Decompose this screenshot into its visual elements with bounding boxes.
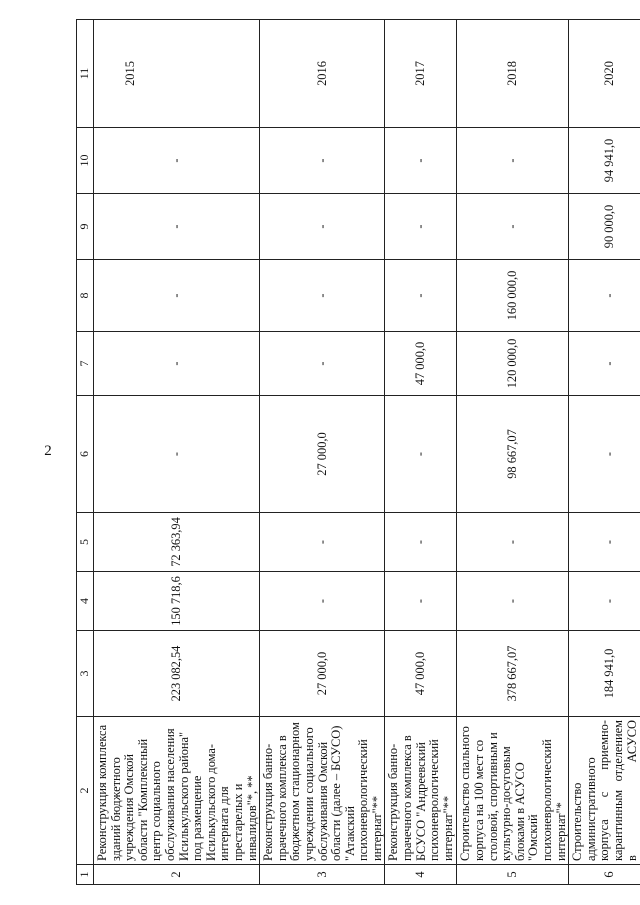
- completion-year: 2017: [385, 20, 457, 128]
- year-value: 94 941,0: [569, 128, 640, 194]
- table-row: [569, 20, 640, 885]
- year-value: -: [94, 194, 260, 260]
- year-value: -: [260, 128, 385, 194]
- object-name: Реконструкция комплекса зданий бюджетного учреждения Омской области "Комплексный центр социального обслуживания населения Исилькульского района" под размещение Исилькульского дома-интерната для престарелых и инвалидов"*, **: [94, 717, 260, 865]
- table-row: [260, 20, 385, 885]
- header-cell: 9: [77, 194, 94, 260]
- object-name: Реконструкция банно-прачечного комплекса в БСУСО "Андреевский психоневрологический интернат"**: [385, 717, 457, 865]
- row-number: 3: [260, 865, 385, 885]
- header-cell: 5: [77, 513, 94, 572]
- year-value: -: [260, 260, 385, 332]
- header-cell: 10: [77, 128, 94, 194]
- row-number: 2: [94, 865, 260, 885]
- year-value: -: [94, 260, 260, 332]
- year-value: 27 000,0: [260, 396, 385, 513]
- year-value: -: [569, 513, 640, 572]
- object-name: Строительство административного корпуса с приемно-карантинным отделением в АСУСО: [569, 717, 640, 865]
- header-cell: 6: [77, 396, 94, 513]
- header-cell: 2: [77, 717, 94, 865]
- year-value: 120 000,0: [457, 332, 569, 396]
- year-value: -: [457, 513, 569, 572]
- header-row: [77, 20, 94, 885]
- year-value: -: [94, 332, 260, 396]
- total-cost: 47 000,0: [385, 631, 457, 717]
- header-cell: 11: [77, 20, 94, 128]
- header-cell: 1: [77, 865, 94, 885]
- completion-year: 2016: [260, 20, 385, 128]
- page-number: 2: [44, 443, 52, 459]
- object-name: Реконструкция банно-прачечного комплекса в бюджетном стационарном учреждении социального обслуживания Омской области (далее – БСУСО) "Атакский психоневрологический интернат"**: [260, 717, 385, 865]
- funding-table: [76, 19, 640, 885]
- table-row: [94, 20, 260, 885]
- year-value: -: [457, 194, 569, 260]
- table-row: [385, 20, 457, 885]
- header-cell: 7: [77, 332, 94, 396]
- header-cell: 8: [77, 260, 94, 332]
- year-value: 98 667,07: [457, 396, 569, 513]
- year-value: -: [457, 572, 569, 631]
- completion-year: 2020: [569, 20, 640, 128]
- year-value: 90 000,0: [569, 194, 640, 260]
- year-value: -: [94, 128, 260, 194]
- row-number: 5: [457, 865, 569, 885]
- header-cell: 4: [77, 572, 94, 631]
- total-cost: 27 000,0: [260, 631, 385, 717]
- year-value: -: [260, 194, 385, 260]
- year-value: -: [385, 128, 457, 194]
- year-value: -: [385, 194, 457, 260]
- total-cost: 378 667,07: [457, 631, 569, 717]
- table-row: [457, 20, 569, 885]
- year-value: 150 718,6: [94, 572, 260, 631]
- year-value: -: [385, 572, 457, 631]
- year-value: -: [385, 260, 457, 332]
- year-value: -: [569, 260, 640, 332]
- year-value: -: [260, 332, 385, 396]
- total-cost: 184 941,0: [569, 631, 640, 717]
- row-number: 4: [385, 865, 457, 885]
- year-value: 160 000,0: [457, 260, 569, 332]
- object-name: Строительство спального корпуса на 100 мест со столовой, спортивным и культурно-досуговым блоками в АСУСО "Омский психоневрологический интернат"*: [457, 717, 569, 865]
- completion-year: 2018: [457, 20, 569, 128]
- year-value: -: [569, 332, 640, 396]
- completion-year: 2015: [94, 20, 260, 128]
- year-value: -: [385, 396, 457, 513]
- year-value: 47 000,0: [385, 332, 457, 396]
- rotated-table-wrapper: [76, 20, 639, 885]
- year-value: -: [569, 396, 640, 513]
- year-value: -: [457, 128, 569, 194]
- year-value: 72 363,94: [94, 513, 260, 572]
- year-value: -: [94, 396, 260, 513]
- row-number: 6: [569, 865, 640, 885]
- total-cost: 223 082,54: [94, 631, 260, 717]
- year-value: -: [385, 513, 457, 572]
- year-value: -: [260, 572, 385, 631]
- header-cell: 3: [77, 631, 94, 717]
- year-value: -: [569, 572, 640, 631]
- year-value: -: [260, 513, 385, 572]
